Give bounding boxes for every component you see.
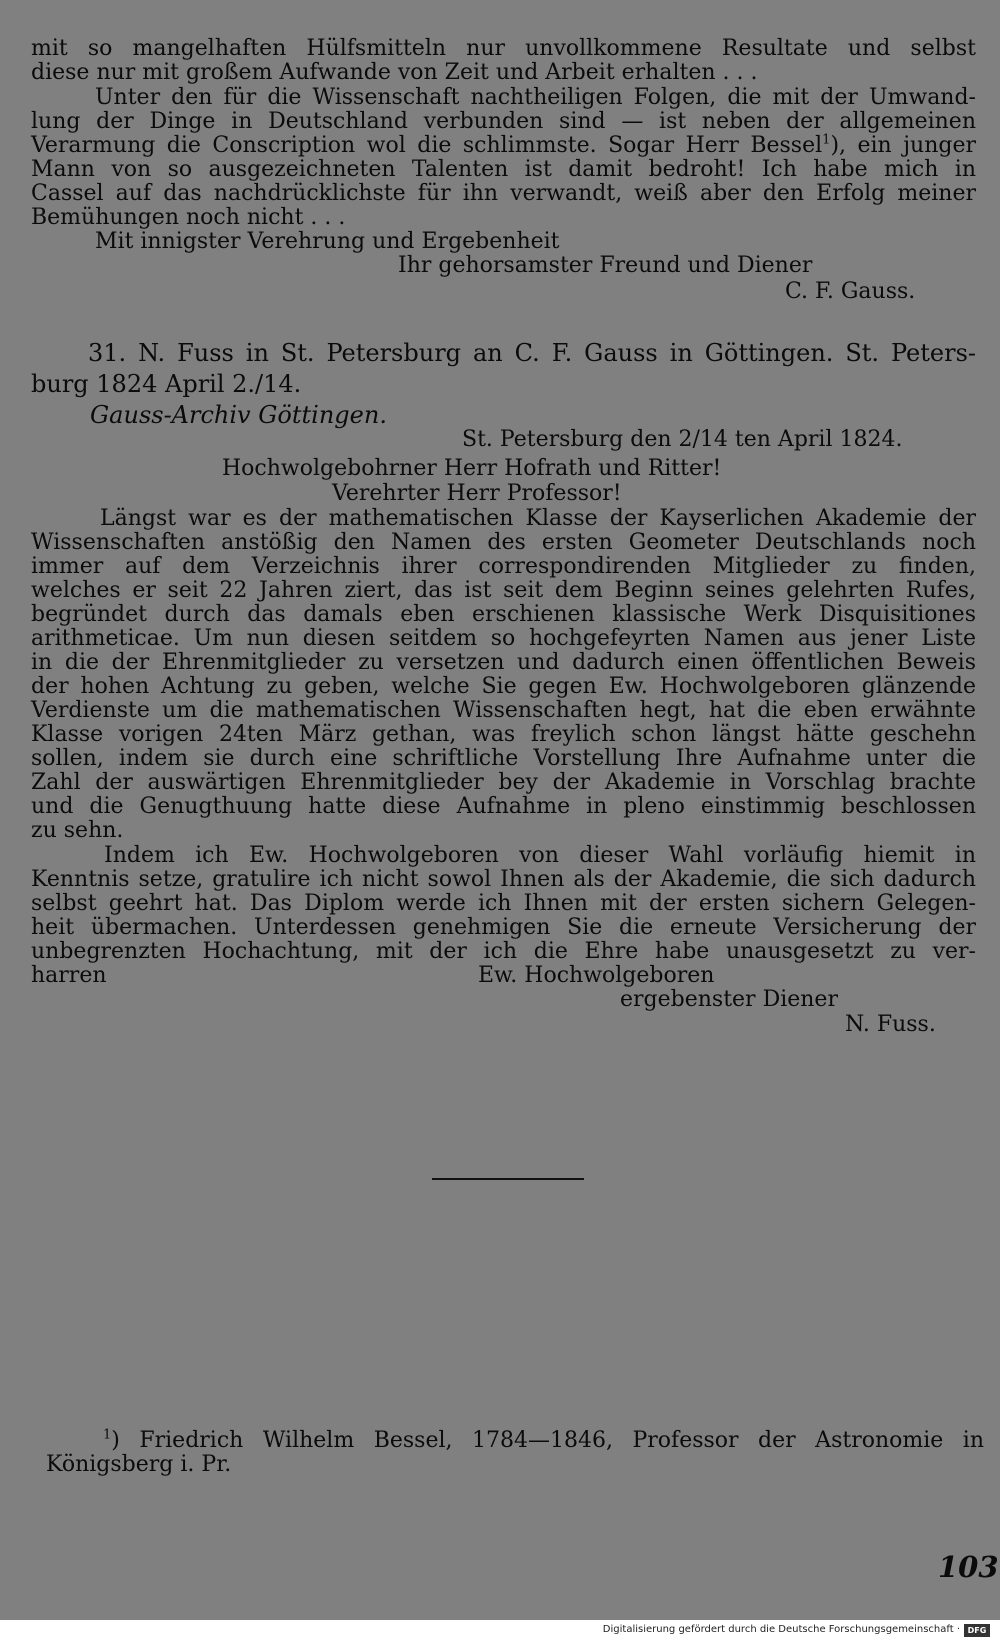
body-line: Längst war es der mathematischen Klasse der Kayserlichen Akademie der — [100, 506, 976, 531]
letter-date: St. Petersburg den 2/14 ten April 1824. — [462, 427, 903, 452]
letter1-line-with-footnote — [31, 133, 976, 158]
footnote-text: ) Friedrich Wilhelm Bessel, 1784—1846, Professor der Astronomie in — [111, 1428, 984, 1453]
letter-heading: 31. N. Fuss in St. Petersburg an C. F. Gauss in Göttingen. St. Peters- — [88, 339, 976, 367]
letter2-signature: N. Fuss. — [845, 1012, 936, 1037]
body-line: in die der Ehrenmitglieder zu versetzen und dadurch einen öffentlichen Beweis — [31, 650, 976, 675]
body-line: begründet durch das damals eben erschienen klassische Werk Disquisitiones — [31, 602, 976, 627]
letter1-line-text: Verarmung die Conscription wol die schlimmste. Sogar Herr Bessel — [31, 133, 823, 158]
body-line: harren — [31, 963, 107, 988]
body-line: zu sehn. — [31, 818, 124, 843]
body-line: Klasse vorigen 24ten März gethan, was freylich schon längst hätte geschehn — [31, 722, 976, 747]
body-line: heit übermachen. Unterdessen genehmigen Sie die erneute Versicherung der — [31, 915, 976, 940]
body-line: welches er seit 22 Jahren ziert, das ist seit dem Beginn seines gelehrten Rufes, — [31, 578, 976, 603]
body-line: Wissenschaften anstößig den Namen des ersten Geometer Deutschlands noch — [31, 530, 976, 555]
body-line: selbst geehrt hat. Das Diplom werde ich Ihnen mit der ersten sichern Gelegen- — [31, 891, 976, 916]
archive-source: Gauss-Archiv Göttingen. — [90, 401, 387, 429]
letter1-closing: Mit innigster Verehrung und Ergebenheit — [95, 229, 560, 254]
body-line: und die Genugthuung hatte diese Aufnahme in pleno einstimmig beschlossen — [31, 794, 976, 819]
page-number: 103 — [938, 1550, 999, 1584]
footnote-line — [103, 1428, 984, 1453]
letter1-line: lung der Dinge in Deutschland verbunden sind — ist neben der allgemeinen — [31, 109, 976, 134]
body-line: sollen, indem sie durch eine schriftliche Vorstellung Ihre Aufnahme unter die — [31, 746, 976, 771]
body-line: arithmeticae. Um nun diesen seitdem so hochgefeyrten Namen aus jener Liste — [31, 626, 976, 651]
body-line: Kenntnis setze, gratulire ich nicht sowol Ihnen als der Akademie, die sich dadurch — [31, 867, 976, 892]
body-line: Verdienste um die mathematischen Wissenschaften hegt, hat die eben erwähnte — [31, 698, 976, 723]
body-line: Zahl der auswärtigen Ehrenmitglieder bey der Akademie in Vorschlag brachte — [31, 770, 976, 795]
closing-line: Ew. Hochwolgeboren — [478, 963, 715, 988]
footnote-mark: 1 — [103, 1427, 112, 1443]
footnote-reference: 1 — [822, 132, 831, 148]
dfg-logo: DFG — [964, 1624, 990, 1637]
letter1-line: Bemühungen noch nicht . . . — [31, 205, 346, 230]
closing-line: ergebenster Diener — [620, 987, 838, 1012]
letter1-line: Cassel auf das nachdrücklichste für ihn verwandt, weiß aber den Erfolg meiner — [31, 181, 976, 206]
letter1-closing2: Ihr gehorsamster Freund und Diener — [398, 253, 813, 278]
letter1-signature: C. F. Gauss. — [785, 279, 916, 304]
body-line: unbegrenzten Hochachtung, mit der ich die Ehre habe unausgesetzt zu ver- — [31, 939, 976, 964]
salutation: Verehrter Herr Professor! — [332, 481, 622, 506]
salutation: Hochwolgebohrner Herr Hofrath und Ritter! — [222, 456, 722, 481]
footer-credit: Digitalisierung gefördert durch die Deutsche Forschungsgemeinschaft · — [602, 1624, 960, 1635]
letter1-line-text: ), ein junger — [830, 133, 976, 158]
letter1-line: Mann von so ausgezeichneten Talenten ist damit bedroht! Ich habe mich in — [31, 157, 976, 182]
footnote-line: Königsberg i. Pr. — [46, 1452, 232, 1477]
body-line: immer auf dem Verzeichnis ihrer correspondirenden Mitglieder zu finden, — [31, 554, 976, 579]
section-divider — [432, 1178, 584, 1180]
body-line: Indem ich Ew. Hochwolgeboren von dieser Wahl vorläufig hiemit in — [104, 843, 976, 868]
letter1-line: diese nur mit großem Aufwande von Zeit und Arbeit erhalten . . . — [31, 60, 758, 85]
letter-heading-cont: burg 1824 April 2./14. — [31, 370, 302, 398]
body-line: der hohen Achtung zu geben, welche Sie gegen Ew. Hochwolgeboren glänzende — [31, 674, 976, 699]
footer-bar — [0, 1620, 1000, 1642]
letter1-line: Unter den für die Wissenschaft nachtheiligen Folgen, die mit der Umwand- — [95, 85, 976, 110]
letter1-line: mit so mangelhaften Hülfsmitteln nur unvollkommene Resultate und selbst — [31, 36, 976, 61]
